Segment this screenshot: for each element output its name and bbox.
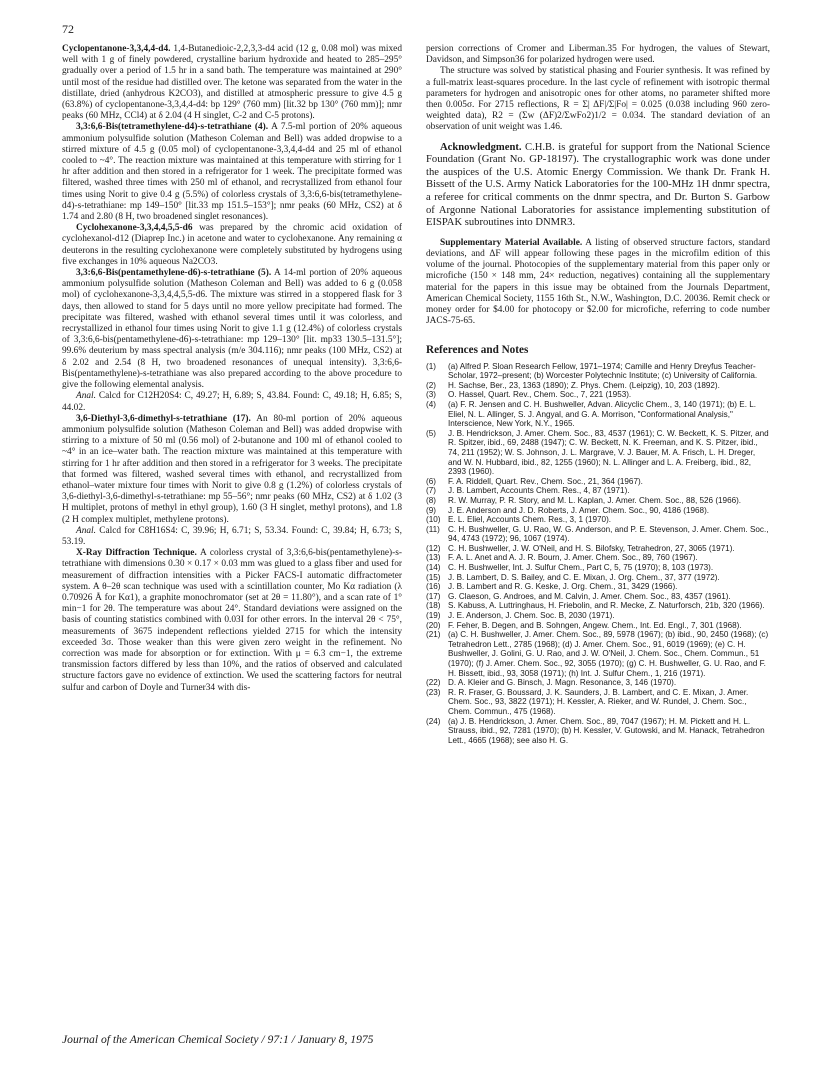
reference-number: (24): [426, 716, 441, 726]
paragraph-cyclopentanone: [62, 44, 402, 122]
reference-number: (3): [426, 390, 436, 400]
reference-number: (21): [426, 630, 441, 640]
reference-text: C. H. Bushweller, G. U. Rao, W. G. Anderson, and P. E. Stevenson, J. Amer. Chem. Soc., 94, 4743 (1972); 96, 1067 (1974).: [448, 524, 769, 544]
supplementary-material: [426, 238, 770, 328]
paragraph-text: A 7.5-ml portion of 20% aqueous ammonium polysulfide solution (Matheson Coleman and Bell) was added dropwise to a stirred mixture of 4.5 g (0.05 mol) of cyclopentanone-3,3,4,4-d4 and 25 ml of ethanol cooled to ~4°. The reaction mixture was maintained at this temperature with stirring for 1 hr after addition and then stored in a refrigerator for 1 week. The precipitate formed was filtered, washed three times with 250 ml of ethanol, and recrystallized from ethanol four times using Norit to give 0.4 g (5.5%) of colorless crystals of 3,3:6,6-bis(tetramethylene-d4)-s-tetrathiane: mp 149–150° [lit.33 mp 151.5–153°]; nmr peaks (60 MHz, CS2) at δ 1.74 and 2.80 (8 H, two broadened singlet resonances).: [62, 122, 402, 223]
reference-item: [426, 381, 770, 391]
reference-number: (19): [426, 611, 441, 621]
paragraph-tetrathiane-17: [62, 414, 402, 526]
reference-text: F. A. Riddell, Quart. Rev., Chem. Soc., 21, 364 (1967).: [448, 476, 643, 486]
reference-item: [426, 390, 770, 400]
paragraph-heading: Anal.: [76, 525, 96, 536]
reference-number: (2): [426, 380, 436, 390]
reference-item: [426, 573, 770, 583]
reference-item: [426, 515, 770, 525]
journal-footer: Journal of the American Chemical Society / 97:1 / January 8, 1975: [62, 1033, 374, 1046]
paragraph-heading: Anal.: [76, 391, 96, 402]
reference-text: J. B. Lambert and R. G. Keske, J. Org. Chem., 31, 3429 (1966).: [448, 582, 678, 592]
paragraph-structure: The structure was solved by statistical phasing and Fourier synthesis. It was refined by a full-matrix least-squares procedure. In the last cycle of refinement with isotropic thermal parameters for hydrogen and anisotropic ones for other atoms, no parameter shifted more then 0.005σ. For 2715 reflections, R = Σ| ΔF|/Σ|Fo| = 0.025 (0.038 including 960 zero-weighted data), R2 = (Σw (ΔF)2/ΣwFo2)1/2 = 0.034. The standard deviation of an observation of unit weight was 1.46.: [426, 66, 770, 133]
reference-item: [426, 717, 770, 746]
paragraph-text: A colorless crystal of 3,3:6,6-bis(pentamethylene)-s-tetrathiane with dimensions 0.30 × 0.17 × 0.03 mm was glued to a glass fiber and used for measurement of diffraction intensities with a Picker FACS-I automatic diffractometer system. A θ–2θ scan technique was used with a scintillation counter, Mo Kα radiation (λ 0.70926 Å for Kα1), a graphite monochromator (set at 2θ = 11.80°), and a scan rate of 1° min−1 for 2θ. The temperature was about 24°. Standard deviations were assigned on the basis of counting statistics combined with 0.03I for other errors. In the interval 2θ < 75°, measurements of 3675 independent reflections yielded 2715 for which the intensity exceeded 3σ. Those weaker than this were given zero weight in the refinement. No correction was made for absorption or for extinction. With μ = 6.3 cm−1, the extreme transmission factors differed by less than 10%, and the ratios of observed and calculated structure factors gave no evidence of extinction. We used the scattering factors for neutral sulfur and carbon of Doyle and Turner34 with dis-: [62, 548, 402, 693]
paragraph-text: A 14-ml portion of 20% aqueous ammonium polysulfide solution (Matheson Coleman and Bell) was added to 6 g (0.058 mol) of cyclohexanone-3,3,4,4,5,5-d6. The mixture was stirred in a stoppered flask for 3 days, then allowed to stand for 5 days until no more yellow precipitate had formed. The precipitate was filtered, washed with ethanol several times until it was colorless, and recrystallized in ethanol four times using Norit to give 1.1 g (12.4%) of colorless crystals of 3,3:6,6-bis(pentamethylene-d6)-s-tetrathiane: mp 129–130° [lit. mp33 130.5–131.5°]; 99.6% deuterium by mass spectral analysis (m/e 304.116); nmr peaks (100 MHz, CS2) at δ 2.02 and 2.54 (8 H, two broadened resonances of unequal intensity). 3,3:6,6-Bis(pentamethylene)-s-tetrathiane was also prepared according to the above procedure to give the following elemental analysis.: [62, 268, 402, 391]
reference-number: (5): [426, 428, 436, 438]
reference-item: [426, 678, 770, 688]
acknowledgment: [426, 142, 770, 230]
reference-item: [426, 582, 770, 592]
reference-text: C. H. Bushweller, Int. J. Sulfur Chem., Part C, 5, 75 (1970); 8, 103 (1973).: [448, 563, 714, 573]
references-list: [426, 362, 770, 746]
reference-item: [426, 621, 770, 631]
reference-item: [426, 688, 770, 717]
reference-item: [426, 486, 770, 496]
reference-number: (4): [426, 399, 436, 409]
reference-item: [426, 544, 770, 554]
reference-text: J. B. Hendrickson, J. Amer. Chem. Soc., 83, 4537 (1961); C. W. Beckett, K. S. Pitzer, and R. Spitzer, ibid., 69, 2488 (1947); C. W. Beckett, N. K. Freeman, and K. S. Pitzer, ibid., 74, 211 (1952); W. S. Johnson, J. L. Margrave, V. J. Bauer, M. A. Frisch, L. H. Dreger, and W. N. Hubbard, ibid., 82, 1255 (1960); N. L. Allinger and L. A. Freiberg, ibid., 82, 2393 (1960).: [448, 428, 769, 477]
left-column: [62, 44, 402, 694]
reference-number: (15): [426, 572, 441, 582]
paragraph-text: was prepared by the chromic acid oxidation of cyclohexanol-d12 (Diaprep Inc.) in acetone and water to cyclohexanone. Any remaining α deuterons in the resulting cyclohexanone were completely substituted by hydrogens using five exchanges in 10% aqueous Na2CO3.: [62, 223, 402, 267]
paragraph-analysis-2: [62, 526, 402, 548]
reference-item: [426, 563, 770, 573]
paragraph-xray: [62, 548, 402, 694]
reference-item: [426, 630, 770, 678]
paragraph-text: 1,4-Butanedioic-2,2,3,3-d4 acid (12 g, 0.08 mol) was mixed well with 1 g of finely powdered, crystalline barium hydroxide and heated to 285–295° gradually over a period of 1.5 hr in a sand bath. The temperature was maintained at 290° until most of the residue had distilled over. The ketone was separated from the water in the distillate, dried (anhydrous K2CO3), and distilled at atmospheric pressure to give 4.5 g (63.8%) of cyclopentanone-3,3,4,4-d4: bp 129° (760 mm) [lit.32 bp 130° (760 mm)]; nmr peaks (60 MHz, CCl4) at δ 2.04 (4 H singlet, C-2 and C-5 protons).: [62, 44, 402, 122]
paragraph-analysis-1: [62, 391, 402, 413]
reference-text: F. Feher, B. Degen, and B. Sohngen, Angew. Chem., Int. Ed. Engl., 7, 301 (1968).: [448, 620, 742, 630]
reference-number: (7): [426, 486, 436, 496]
reference-item: [426, 525, 770, 544]
reference-text: C. H. Bushweller, J. W. O'Neil, and H. S. Bilofsky, Tetrahedron, 27, 3065 (1971).: [448, 543, 735, 553]
paragraph-continued: persion corrections of Cromer and Liberman.35 For hydrogen, the values of Stewart, Davidson, and Simpson36 for polarized hydrogen were used.: [426, 44, 770, 66]
reference-number: (18): [426, 601, 441, 611]
reference-number: (9): [426, 505, 436, 515]
reference-item: [426, 362, 770, 381]
reference-item: [426, 400, 770, 429]
reference-number: (8): [426, 495, 436, 505]
paragraph-heading: X-Ray Diffraction Technique.: [76, 548, 197, 559]
acknowledgment-heading: Acknowledgment.: [440, 141, 522, 153]
reference-item: [426, 601, 770, 611]
reference-text: (a) F. R. Jensen and C. H. Bushweller, Advan. Alicyclic Chem., 3, 140 (1971); (b) E. L. Eliel, N. L. Allinger, S. J. Angyal, and G. A. Morrison, "Conformational Analysis," Interscience, New York, N.Y., 1965.: [448, 399, 756, 429]
reference-item: [426, 429, 770, 477]
reference-item: [426, 477, 770, 487]
reference-number: (22): [426, 678, 441, 688]
paragraph-text: Calcd for C12H20S4: C, 49.27; H, 6.89; S, 43.84. Found: C, 49.18; H, 6.85; S, 44.02.: [62, 391, 402, 413]
reference-text: R. R. Fraser, G. Boussard, J. K. Saunders, J. B. Lambert, and C. E. Mixan, J. Amer. Chem. Soc., 93, 3822 (1971); H. Kessler, A. Rieker, and W. Rundel, J. Chem. Soc., Chem. Commun., 475 (1968).: [448, 687, 749, 716]
reference-number: (20): [426, 620, 441, 630]
reference-item: [426, 506, 770, 516]
reference-item: [426, 611, 770, 621]
reference-number: (23): [426, 687, 441, 697]
reference-text: E. L. Eliel, Accounts Chem. Res., 3, 1 (1970).: [448, 515, 612, 525]
paragraph-text: Calcd for C8H16S4: C, 39.96; H, 6.71; S, 53.34. Found: C, 39.84; H, 6.73; S, 53.19.: [62, 525, 402, 547]
reference-text: D. A. Kleier and G. Binsch, J. Magn. Resonance, 3, 146 (1970).: [448, 678, 677, 688]
reference-text: (a) Alfred P. Sloan Research Fellow, 1971–1974; Camille and Henry Dreyfus Teacher-Scholar, 1972–present; (b) Worcester Polytechnic Institute; (c) University of California.: [448, 361, 758, 381]
reference-text: O. Hassel, Quart. Rev., Chem. Soc., 7, 221 (1953).: [448, 390, 632, 400]
reference-text: H. Sachse, Ber., 23, 1363 (1890); Z. Phys. Chem. (Leipzig), 10, 203 (1892).: [448, 380, 720, 390]
reference-number: (14): [426, 563, 441, 573]
reference-number: (11): [426, 524, 440, 534]
right-column: [426, 44, 770, 745]
paragraph-heading: 3,6-Diethyl-3,6-dimethyl-s-tetrathiane (17).: [76, 413, 251, 424]
reference-text: J. E. Anderson and J. D. Roberts, J. Amer. Chem. Soc., 90, 4186 (1968).: [448, 505, 710, 515]
paragraph-tetrathiane-4: [62, 122, 402, 223]
reference-text: J. B. Lambert, Accounts Chem. Res., 4, 87 (1971).: [448, 486, 630, 496]
reference-item: [426, 553, 770, 563]
paragraph-heading: 3,3:6,6-Bis(pentamethylene-d6)-s-tetrathiane (5).: [76, 268, 272, 279]
references-heading: References and Notes: [426, 344, 529, 357]
acknowledgment-text: C.H.B. is grateful for support from the National Science Foundation (Grant No. GP-18197). The crystallographic work was done under the auspices of the U.S. Atomic Energy Commission. We thank Dr. Frank H. Bissett of the U.S. Army Natick Laboratories for the 100-MHz 1H dnmr spectra, a referee for critical comments on the dnmr spectra, and Dr. Burton S. Garbow of Argonne National Laboratories for assistance implementing substitution of EISPAK subroutines into DNMR3.: [426, 141, 770, 229]
reference-text: J. B. Lambert, D. S. Bailey, and C. E. Mixan, J. Org. Chem., 37, 377 (1972).: [448, 572, 720, 582]
reference-item: [426, 592, 770, 602]
reference-number: (16): [426, 582, 441, 592]
page-number: 72: [62, 22, 74, 36]
paragraph-cyclohexanone: [62, 223, 402, 268]
paragraph-heading: Cyclohexanone-3,3,4,4,5,5-d6: [76, 223, 193, 234]
paragraph-heading: 3,3:6,6-Bis(tetramethylene-d4)-s-tetrathiane (4).: [76, 122, 269, 133]
reference-text: F. A. L. Anet and A. J. R. Bourn, J. Amer. Chem. Soc., 89, 760 (1967).: [448, 553, 698, 563]
reference-number: (6): [426, 476, 436, 486]
reference-text: J. E. Anderson, J. Chem. Soc. B, 2030 (1971).: [448, 611, 615, 621]
supplementary-heading: Supplementary Material Available.: [440, 237, 583, 248]
paragraph-tetrathiane-5: [62, 268, 402, 391]
reference-number: (12): [426, 543, 441, 553]
reference-text: R. W. Murray, P. R. Story, and M. L. Kaplan, J. Amer. Chem. Soc., 88, 526 (1966).: [448, 495, 742, 505]
reference-number: (10): [426, 515, 441, 525]
reference-number: (1): [426, 361, 436, 371]
reference-text: G. Claeson, G. Androes, and M. Calvin, J. Amer. Chem. Soc., 83, 4357 (1961).: [448, 591, 731, 601]
paragraph-text: An 80-ml portion of 20% aqueous ammonium polysulfide solution (Matheson Coleman and Bell) was added dropwise with stirring to a mixture of 50 ml (0.56 mol) of 2-butanone and 100 ml of ethanol cooled to ~4° in an ice–water bath. The reaction mixture was maintained at this temperature with stirring for 1 hr after addition and then stored in a refrigerator for 3 weeks. The precipitate that formed was filtered, washed several times with ethanol, and recrystallized from ethanol–water mixture four times with Norit to give 0.8 g (1.2%) of colorless crystals of 3,6-diethyl-3,6-dimethyl-s-tetrathiane: mp 55–56°; nmr peaks (60 MHz, CS2) at δ 1.02 (3 H multiplet, protons of methyl in ethyl group), 1.60 (3 H singlet, methyl protons), and 1.8 (2 H complex multiplet, methylene protons).: [62, 413, 402, 525]
reference-item: [426, 496, 770, 506]
reference-text: (a) J. B. Hendrickson, J. Amer. Chem. Soc., 89, 7047 (1967); H. M. Pickett and H. L. Strauss, ibid., 92, 7281 (1970); (b) H. Kessler, V. Gutowski, and M. Hanack, Tetrahedron Lett., 4665 (1968); see also H. G.: [448, 716, 765, 745]
reference-number: (17): [426, 591, 441, 601]
reference-text: (a) C. H. Bushweller, J. Amer. Chem. Soc., 89, 5978 (1967); (b) ibid., 90, 2450 (1968); (c) Tetrahedron Lett., 2785 (1968); (d) J. Amer. Chem. Soc., 91, 6019 (1969); (e) C. H. Bushweller, J. Golini, G. U. Rao, and J. W. O'Neil, J. Chem. Soc., Chem. Commun., 51 (1970); (f) J. Amer. Chem. Soc., 92, 3055 (1970); (g) C. H. Bushweller, G. U. Rao, and F. H. Bissett, ibid., 93, 3058 (1971); (h) Int. J. Sulfur Chem., 1, 216 (1971).: [448, 630, 769, 678]
reference-number: (13): [426, 553, 441, 563]
reference-text: S. Kabuss, A. Luttringhaus, H. Friebolin, and R. Mecke, Z. Naturforsch, 21b, 320 (1966).: [448, 601, 765, 611]
supplementary-text: A listing of observed structure factors, standard deviations, and ΔF will appear following these pages in the microfilm edition of this volume of the journal. Photocopies of the supplementary material from this paper only or microfiche (150 × 148 mm, 24× reduction, negatives) containing all the supplementary material for the papers in this issue may be obtained from the Journals Department, American Chemical Society, 1155 16th St., N.W., Washington, D.C. 20036. Remit check or money order for $4.00 for photocopy or $2.00 for microfiche, referring to code number JACS-75-65.: [426, 237, 771, 327]
paragraph-heading: Cyclopentanone-3,3,4,4-d4.: [62, 44, 171, 54]
